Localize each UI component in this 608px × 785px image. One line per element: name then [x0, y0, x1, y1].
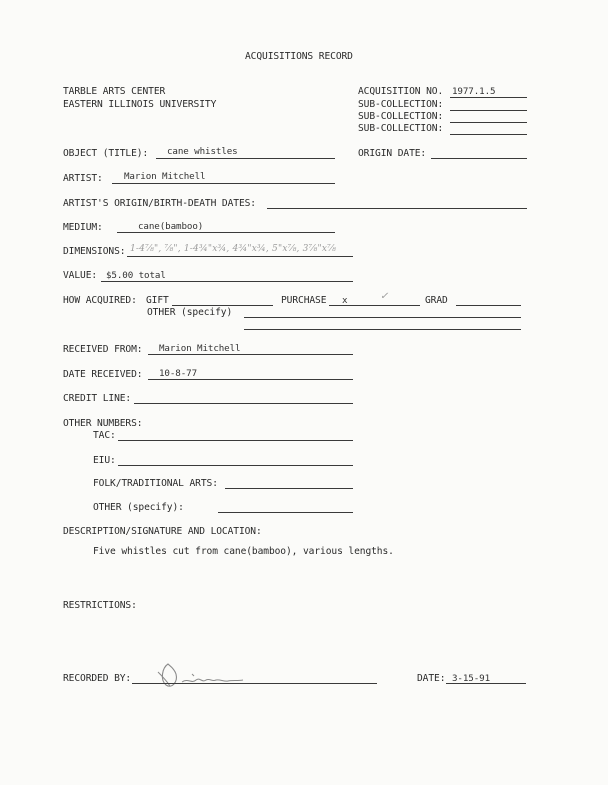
grad-label: GRAD	[425, 295, 448, 306]
sub-collection-label-1: SUB-COLLECTION:	[358, 99, 444, 110]
other-specify-line-1[interactable]	[244, 317, 521, 318]
institution-university: EASTERN ILLINOIS UNIVERSITY	[63, 99, 217, 110]
folk-arts-line[interactable]	[225, 488, 353, 489]
received-from-value[interactable]: Marion Mitchell	[159, 343, 241, 354]
tac-line[interactable]	[118, 440, 353, 441]
description-label: DESCRIPTION/SIGNATURE AND LOCATION:	[63, 526, 262, 537]
received-from-line	[148, 354, 353, 355]
eiu-line[interactable]	[118, 465, 353, 466]
sub-collection-label-2: SUB-COLLECTION:	[358, 111, 444, 122]
acquisition-no-line	[450, 97, 527, 98]
other-specify-label: OTHER (specify)	[147, 307, 233, 318]
origin-date-line[interactable]	[431, 158, 527, 159]
value-amount[interactable]: $5.00 total	[106, 270, 166, 281]
recorded-by-line[interactable]	[132, 683, 377, 684]
artist-dates-line[interactable]	[267, 208, 527, 209]
dimensions-label: DIMENSIONS:	[63, 246, 126, 257]
medium-label: MEDIUM:	[63, 222, 103, 233]
grad-line[interactable]	[456, 305, 521, 306]
value-line	[101, 281, 353, 282]
object-title-line	[156, 158, 335, 159]
sub-collection-line-3[interactable]	[450, 134, 527, 135]
gift-line[interactable]	[172, 305, 273, 306]
acquisition-no-label: ACQUISITION NO.	[358, 86, 444, 97]
purchase-check-mark: ✓	[380, 291, 389, 302]
origin-date-label: ORIGIN DATE:	[358, 148, 427, 159]
institution-name: TARBLE ARTS CENTER	[63, 86, 166, 97]
folk-arts-label: FOLK/TRADITIONAL ARTS:	[93, 478, 218, 489]
purchase-mark[interactable]: x	[342, 295, 348, 306]
page-title: ACQUISITIONS RECORD	[245, 51, 353, 62]
date-value[interactable]: 3-15-91	[452, 673, 491, 684]
sub-collection-line-1[interactable]	[450, 110, 527, 111]
credit-line-label: CREDIT LINE:	[63, 393, 132, 404]
tac-label: TAC:	[93, 430, 116, 441]
credit-line-line[interactable]	[134, 403, 353, 404]
other-specify-line-2[interactable]	[244, 329, 521, 330]
medium-value[interactable]: cane(bamboo)	[138, 221, 204, 232]
date-label: DATE:	[417, 673, 446, 684]
artist-line	[112, 183, 335, 184]
object-title-label: OBJECT (TITLE):	[63, 148, 149, 159]
object-title-value[interactable]: cane whistles	[167, 146, 238, 157]
value-label: VALUE:	[63, 270, 98, 281]
acquisition-no-value[interactable]: 1977.1.5	[452, 86, 496, 97]
date-received-label: DATE RECEIVED:	[63, 369, 143, 380]
artist-value[interactable]: Marion Mitchell	[124, 171, 206, 182]
date-received-value[interactable]: 10-8-77	[159, 368, 198, 379]
how-acquired-label: HOW ACQUIRED:	[63, 295, 137, 306]
date-received-line	[148, 379, 353, 380]
other-numbers-label: OTHER NUMBERS:	[63, 418, 143, 429]
artist-label: ARTIST:	[63, 173, 103, 184]
recorded-by-signature	[148, 660, 258, 690]
received-from-label: RECEIVED FROM:	[63, 344, 143, 355]
artist-dates-label: ARTIST'S ORIGIN/BIRTH-DEATH DATES:	[63, 198, 256, 209]
recorded-by-label: RECORDED BY:	[63, 673, 132, 684]
date-line	[446, 683, 526, 684]
other-numbers-specify-label: OTHER (specify):	[93, 502, 184, 513]
dimensions-value[interactable]: 1-4⅞", ⅞", 1-4¾"x¾, 4¾"x¾, 5"x⅞, 3⅞"x⅞	[130, 244, 337, 254]
gift-label: GIFT	[146, 295, 169, 306]
sub-collection-line-2[interactable]	[450, 122, 527, 123]
description-text[interactable]: Five whistles cut from cane(bamboo), various lengths.	[93, 546, 394, 557]
purchase-label: PURCHASE	[281, 295, 327, 306]
sub-collection-label-3: SUB-COLLECTION:	[358, 123, 444, 134]
restrictions-label: RESTRICTIONS:	[63, 600, 137, 611]
other-numbers-specify-line[interactable]	[218, 512, 353, 513]
purchase-line	[329, 305, 420, 306]
eiu-label: EIU:	[93, 455, 116, 466]
dimensions-line	[127, 256, 353, 257]
medium-line	[117, 232, 335, 233]
